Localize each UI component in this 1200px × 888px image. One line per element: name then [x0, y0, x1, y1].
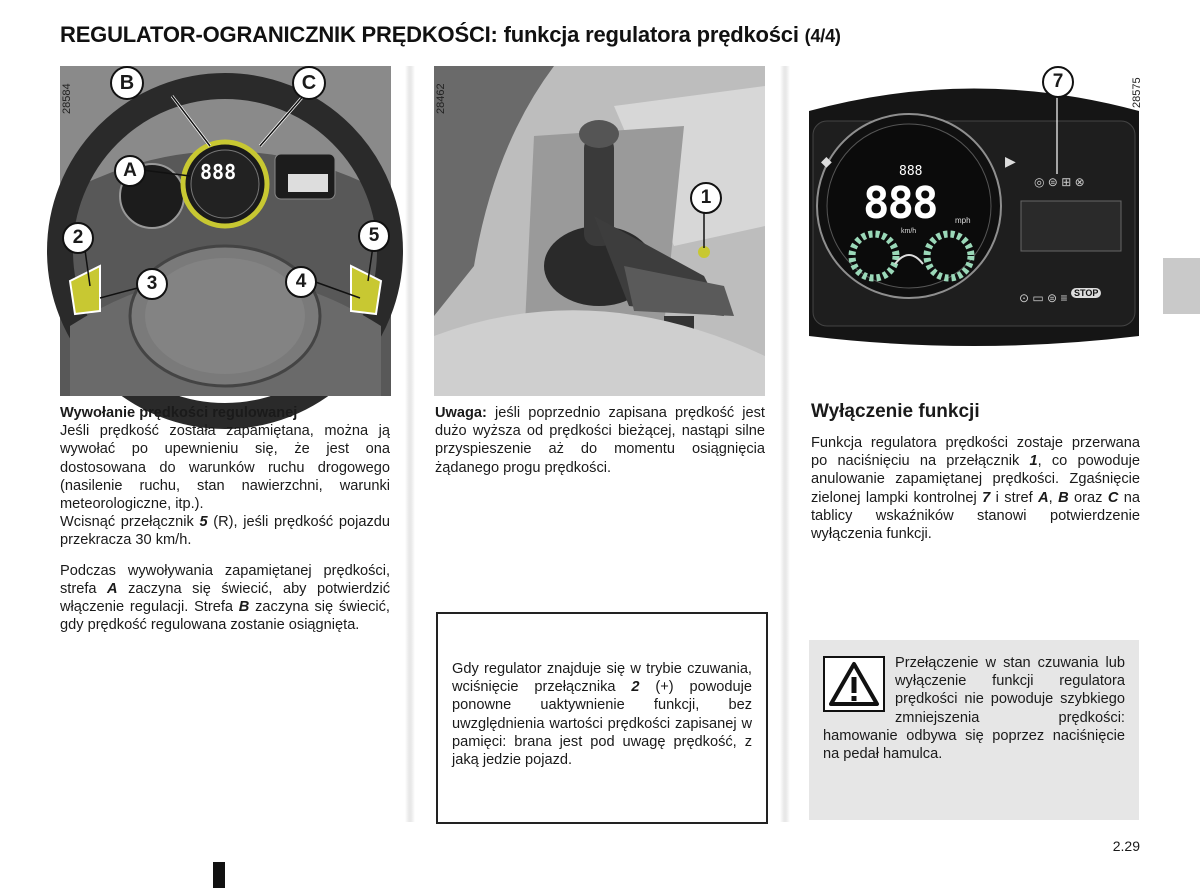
- figure-console: [434, 66, 765, 396]
- switch-ref: 2: [631, 679, 640, 696]
- page-title: REGULATOR-OGRANICZNIK PRĘDKOŚCI: funkcja regulatora prędkości (4/4): [60, 22, 841, 47]
- column-separator: [780, 66, 790, 822]
- column-1-text: [60, 404, 390, 646]
- zone-ref: C: [1107, 489, 1119, 506]
- column-3-text: [811, 434, 1140, 555]
- zone-ref: A: [107, 580, 118, 597]
- label-A: A: [114, 155, 146, 187]
- paragraph-part: i stref: [990, 489, 1039, 506]
- paragraph-part: ,: [1048, 489, 1059, 506]
- cluster-unit-kmh: km/h: [901, 228, 917, 235]
- switch-ref: 5: [199, 514, 208, 531]
- label-C: C: [292, 66, 326, 100]
- info-box-text: [452, 660, 752, 769]
- paragraph-part: zaczyna się świecić, gdy prędkość regulowana zostanie osiągnięta.: [60, 599, 390, 634]
- figure-id: 28575: [1131, 77, 1143, 108]
- zone-ref: B: [1058, 489, 1069, 506]
- label-B: B: [110, 66, 144, 100]
- paragraph-part: na tablicy wskaźników stanowi potwierdzenie wyłączenia funkcji.: [811, 489, 1141, 543]
- figure-steering-wheel: [60, 66, 391, 396]
- info-box: [436, 612, 768, 824]
- warning-text: Przełączenie w stan czuwania lub wyłączenie funkcji regulatora prędkości nie powoduje szybkiego zmniejszenia prędkości: hamowanie odbywa się poprzez naciśnięcie na pedał hamulca.: [823, 655, 1125, 763]
- label-2: 2: [62, 222, 94, 254]
- switch-ref: 1: [1029, 453, 1038, 470]
- label-1: 1: [690, 182, 722, 214]
- crop-mark: [213, 862, 225, 888]
- page-title-part: (4/4): [804, 26, 841, 46]
- column-2-text: [435, 404, 765, 489]
- zone-ref: B: [238, 599, 250, 616]
- section-heading: Wywołanie prędkości regulowanej: [60, 405, 298, 421]
- paragraph-part: (+) powoduje ponowne uaktywnienie funkcji, bez uwzględnienia wartości prędkości zapisanej w pamięci: brana jest pod uwagę prędkość, z jaką jedzie pojazd.: [452, 679, 752, 769]
- section-heading-disable: Wyłączenie funkcji: [811, 401, 980, 422]
- cluster-unit: mph: [955, 216, 971, 225]
- svg-text:⊙ ▭ ⊜ ≡: ⊙ ▭ ⊜ ≡: [1019, 291, 1068, 305]
- warning-box: [809, 640, 1139, 820]
- svg-text:◎ ⊜ ⊞ ⊗: ◎ ⊜ ⊞ ⊗: [1034, 175, 1085, 189]
- lamp-ref: 7: [982, 489, 991, 506]
- figure-id: 28462: [435, 83, 447, 114]
- cluster-stop-label: STOP: [1071, 288, 1101, 298]
- label-3: 3: [136, 268, 168, 300]
- label-5: 5: [358, 220, 390, 252]
- page-number: 2.29: [1112, 838, 1140, 854]
- cluster-small-digits: 888: [899, 164, 923, 179]
- note-label: Uwaga:: [435, 405, 487, 421]
- svg-text:◆: ◆: [821, 153, 832, 169]
- figure-id: 28584: [61, 83, 73, 114]
- cluster-big-digits: 888: [863, 178, 937, 229]
- chapter-tab: [1163, 258, 1200, 314]
- paragraph-part: Podczas wywoływania zapamiętanej prędkości, strefa: [60, 562, 390, 597]
- display-digits: 888: [200, 160, 237, 184]
- paragraph: Jeśli prędkość została zapamiętana, można ją wywołać po upewnieniu się, że jest ona dostosowana do warunków ruchu drogowego (nasilenie ruchu, stan nawierzchni, warunki meteorologiczne, itp.).: [60, 423, 390, 513]
- paragraph-part: (R), jeśli prędkość pojazdu przekracza 30 km/h.: [60, 514, 390, 549]
- paragraph-part: Funkcja regulatora prędkości zostaje przerwana po naciśnięciu na przełącznik: [811, 435, 1140, 470]
- paragraph-part: , co powoduje anulowanie zapamiętanej prędkości. Zgaśnięcie zielonej lampki kontrolnej: [811, 453, 1140, 506]
- paragraph-part: zaczyna się świecić, aby potwierdzić włączenie regulacji. Strefa: [60, 580, 390, 616]
- column-separator: [405, 66, 415, 822]
- svg-text:▶: ▶: [1005, 153, 1016, 169]
- zone-ref: A: [1038, 489, 1049, 506]
- label-4: 4: [285, 266, 317, 298]
- paragraph-part: oraz: [1068, 489, 1108, 506]
- paragraph-part: Wcisnąć przełącznik: [60, 514, 200, 531]
- note-text: jeśli poprzednio zapisana prędkość jest dużo wyższa od prędkości bieżącej, nastąpi silne przyspieszenie aż do momentu osiągnięcia żądanego progu prędkości.: [435, 405, 765, 476]
- label-7: 7: [1042, 66, 1074, 98]
- figure-cluster: [809, 66, 1143, 346]
- paragraph-part: Gdy regulator znajduje się w trybie czuwania, wciśnięcie przełącznika: [452, 661, 752, 696]
